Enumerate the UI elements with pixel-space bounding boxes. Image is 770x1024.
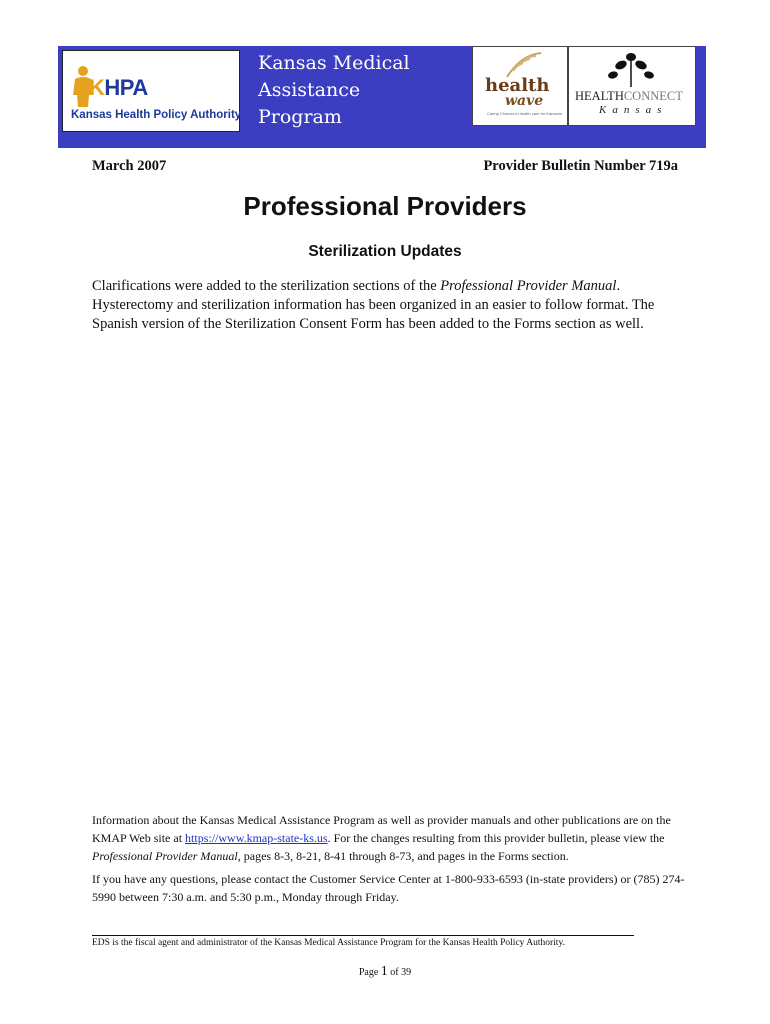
info-text-2: . For the changes resulting from this provider bulletin, please view the xyxy=(327,831,665,845)
khpa-abbr-rest: HPA xyxy=(104,75,148,100)
intro-manual-name: Professional Provider Manual xyxy=(440,278,617,294)
healthconnect-word2: CONNECT xyxy=(623,89,683,103)
khpa-full-name: Kansas Health Policy Authority xyxy=(71,109,242,121)
contact-paragraph: If you have any questions, please contact the Customer Service Center at 1-800-933-6593 (in-state providers) or (785) 274-5990 between 7:30 a.m. and 5:30 p.m., Monday through Friday. xyxy=(92,872,685,904)
khpa-abbr-k: K xyxy=(89,75,105,100)
leaves-icon xyxy=(603,51,659,89)
healthwave-tagline: Caring Choices in health care for Kansans xyxy=(487,111,562,116)
info-text-3: , pages 8-3, 8-21, 8-41 through 8-73, and pages in the Forms section. xyxy=(237,849,569,863)
footnote: EDS is the fiscal agent and administrator of the Kansas Medical Assistance Program for the Kansas Health Policy Authority. xyxy=(92,938,565,948)
program-title-line1: Kansas Medical xyxy=(258,52,410,74)
healthconnect-wordmark xyxy=(575,89,683,104)
info-text-1: Information about the Kansas Medical Assistance Program as well as provider manuals and other publications are on the KMAP Web site at xyxy=(92,813,671,845)
program-title xyxy=(258,50,410,131)
footnote-divider xyxy=(92,935,634,936)
khpa-logo xyxy=(62,50,240,132)
intro-text-1: Clarifications were added to the sterilization sections of the xyxy=(92,278,441,294)
bulletin-date: March 2007 xyxy=(92,158,167,174)
page-number xyxy=(0,964,770,980)
healthwave-word1: health xyxy=(485,75,550,96)
intro-text-2: . Hysterectomy and sterilization information has been organized in an easier to follow format. The Spanish version of the Sterilization Consent Form has been added to the Forms section as well. xyxy=(92,278,655,332)
khpa-abbr xyxy=(89,75,148,101)
page-number-suffix: of 39 xyxy=(390,967,412,978)
intro-paragraph xyxy=(92,277,692,334)
header-banner xyxy=(58,46,706,148)
healthwave-word2: wave xyxy=(505,93,544,109)
healthconnect-word1: HEALTH xyxy=(575,89,624,103)
program-title-line3: Program xyxy=(258,106,342,128)
healthwave-logo xyxy=(472,46,568,126)
info-manual-name: Professional Provider Manual xyxy=(92,849,238,863)
kmap-website-link[interactable]: https://www.kmap-state-ks.us xyxy=(185,831,328,845)
healthconnect-logo xyxy=(568,46,696,126)
page-title: Professional Providers xyxy=(243,191,527,221)
page-number-prefix: Page xyxy=(358,967,379,978)
section-subtitle: Sterilization Updates xyxy=(308,243,462,260)
info-paragraph xyxy=(92,811,692,865)
healthconnect-state: Kansas xyxy=(599,104,668,116)
bulletin-number: Provider Bulletin Number 719a xyxy=(483,158,678,174)
page-number-current: 1 xyxy=(380,964,388,979)
program-title-line2: Assistance xyxy=(258,79,361,101)
